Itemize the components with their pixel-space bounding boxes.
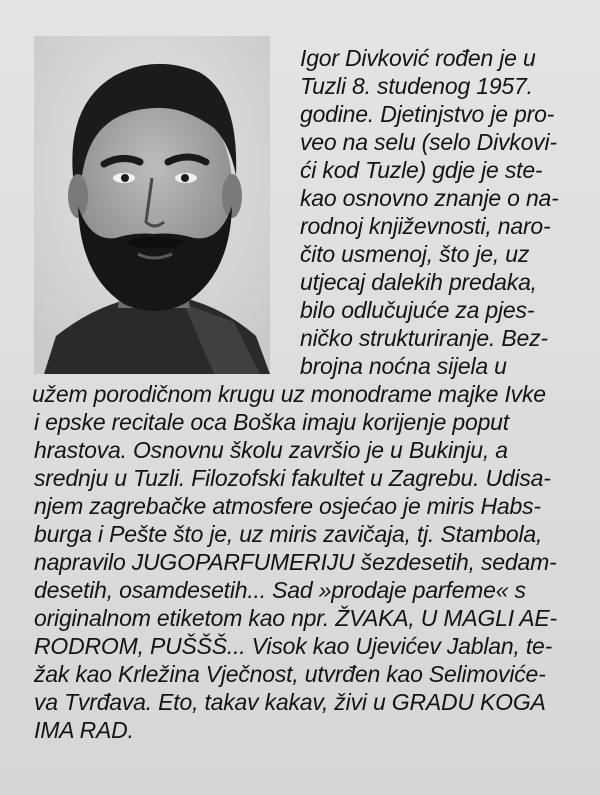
- bio-line: užem porodičnom krugu uz monodrame majke Ivke: [32, 381, 546, 407]
- bio-line: IMA RAD.: [34, 717, 134, 743]
- bio-line: kao osnovno znanje o na-: [300, 185, 559, 211]
- bio-line: RODROM, PUŠŠŠ... Visok kao Ujevićev Jablan, te-: [34, 633, 553, 659]
- bio-line: rodnoj književnosti, naro-: [300, 213, 551, 239]
- bio-line: desetih, osamdesetih... Sad »prodaje parfeme« s: [34, 577, 526, 603]
- bio-line: burga i Pešte što je, uz miris zavičaja, tj. Stambola,: [34, 521, 543, 547]
- bio-line: originalnom etiketom kao npr. ŽVAKA, U MAGLI AE-: [34, 605, 558, 631]
- bio-line: Tuzli 8. studenog 1957.: [300, 73, 533, 99]
- bio-line: ći kod Tuzle) gdje je ste-: [300, 157, 543, 183]
- portrait-image: [34, 36, 270, 374]
- bio-line: napravilo JUGOPARFUMERIJU šezdesetih, sedam-: [34, 549, 557, 575]
- bio-line: bilo odlučujuće za pjes-: [300, 297, 535, 323]
- bio-line: brojna noćna sijela u: [300, 353, 507, 379]
- bio-line: srednju u Tuzli. Filozofski fakultet u Zagrebu. Udisa-: [34, 465, 551, 491]
- bio-line: ničko strukturiranje. Bez-: [300, 325, 548, 351]
- bio-line: utjecaj dalekih predaka,: [300, 269, 537, 295]
- bio-line: hrastova. Osnovnu školu završio je u Bukinju, a: [34, 437, 508, 463]
- bio-line: žak kao Krležina Vječnost, utvrđen kao Selimoviće-: [34, 661, 546, 687]
- bio-line: Igor Divković rođen je u: [300, 45, 536, 71]
- bio-line: veo na selu (selo Divkovi-: [300, 129, 557, 155]
- author-portrait: [34, 36, 270, 374]
- bio-line: čito usmenoj, što je, uz: [300, 241, 530, 267]
- bio-line: i epske recitale oca Boška imaju korijenje poput: [34, 409, 509, 435]
- bio-line: godine. Djetinjstvo je pro-: [300, 101, 555, 127]
- bio-line: njem zagrebačke atmosfere osjećao je miris Habs-: [34, 493, 541, 519]
- bio-line: va Tvrđava. Eto, takav kakav, živi u GRADU KOGA: [34, 689, 546, 715]
